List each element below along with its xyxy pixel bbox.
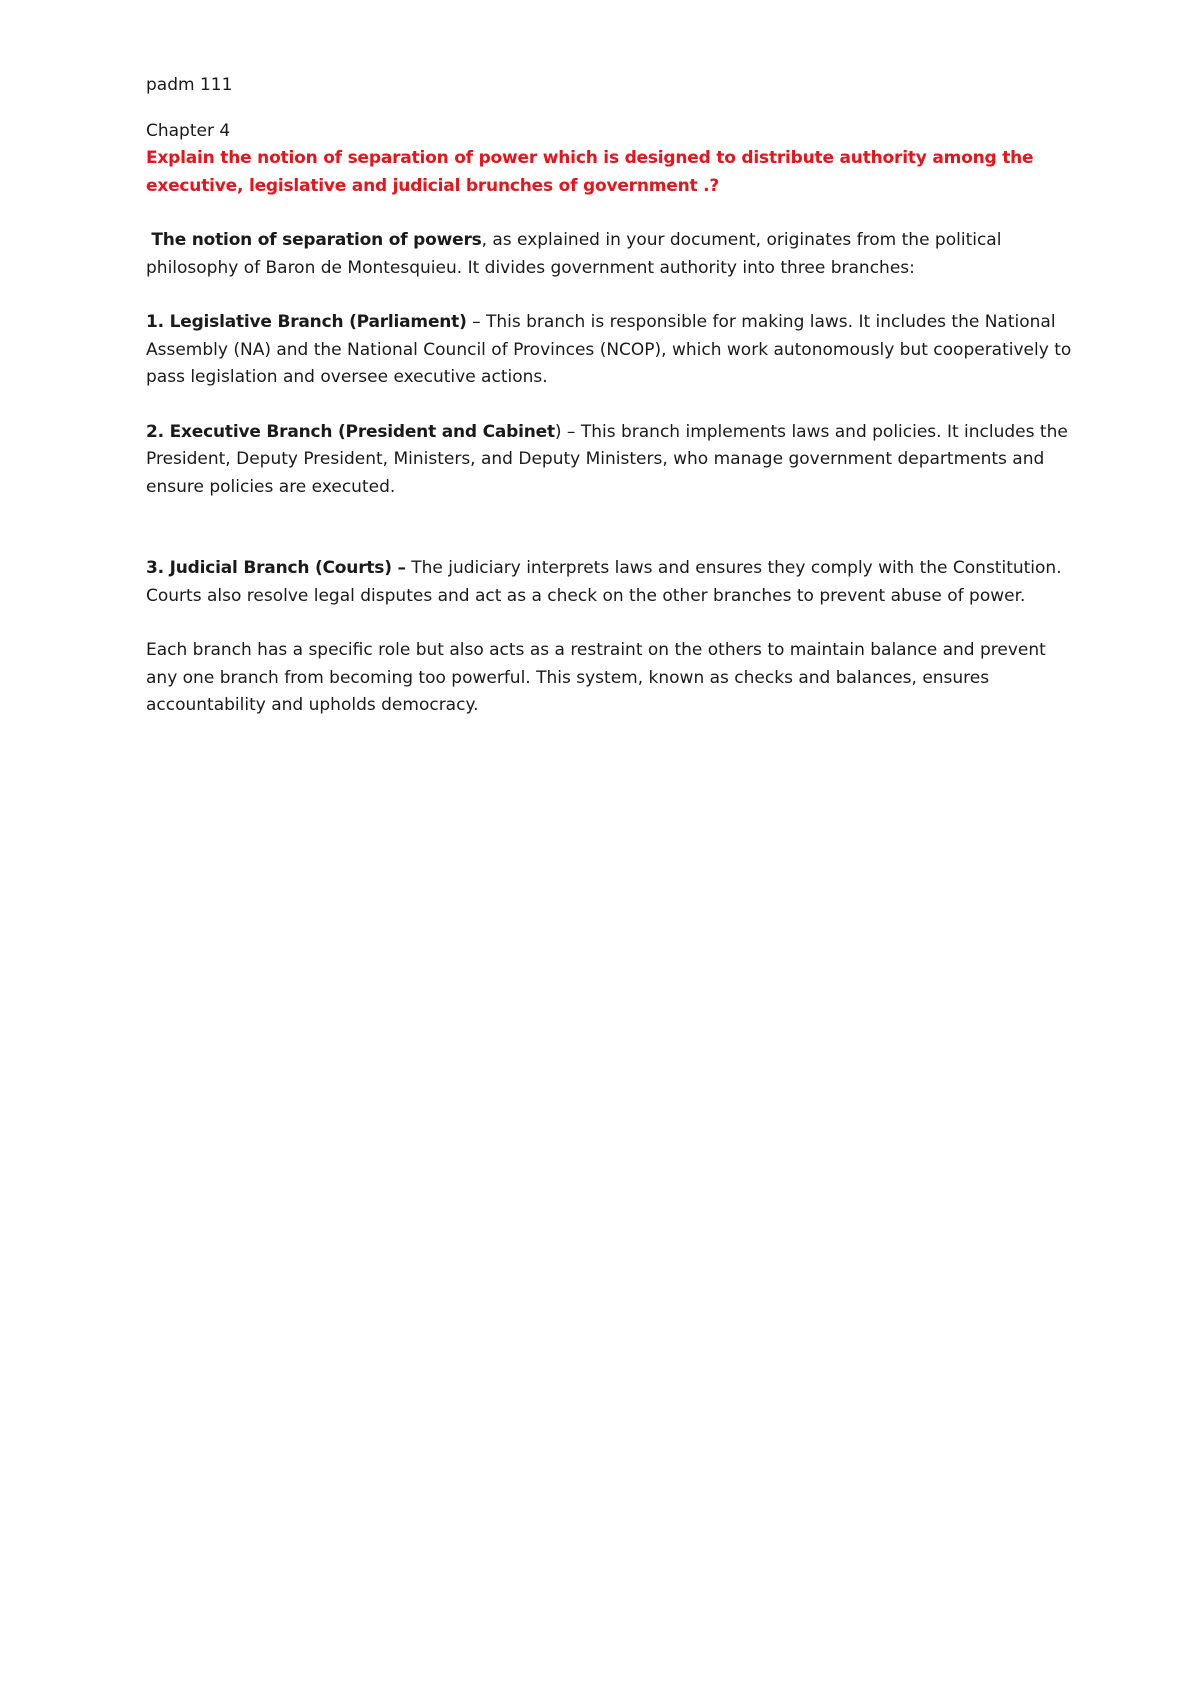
branch-executive	[146, 419, 1076, 502]
course-code: padm 111	[146, 75, 233, 95]
branch-heading: 3. Judicial Branch (Courts) –	[146, 558, 406, 578]
intro-bold-lead: The notion of separation of powers	[151, 230, 482, 250]
branch-judicial	[146, 555, 1076, 610]
branch-text: – This branch is responsible for making laws. It includes the National Assembly (NA) and the National Council of Provinces (NCOP), which work autonomously but cooperatively to pass legislation and oversee executive actions.	[146, 312, 1072, 387]
intro-paragraph	[146, 227, 1076, 282]
branch-text: The judiciary interprets laws and ensures they comply with the Constitution. Courts also resolve legal disputes and act as a check on the other branches to prevent abuse of power.	[146, 558, 1062, 606]
chapter-heading: Chapter 4	[146, 120, 231, 141]
intro-text: , as explained in your document, originates from the political philosophy of Baron de Montesquieu. It divides government authority into three branches:	[146, 230, 1002, 278]
conclusion-paragraph: Each branch has a specific role but also acts as a restraint on the others to maintain balance and prevent any one branch from becoming too powerful. This system, known as checks and balances, ensures accountability and upholds democracy.	[146, 640, 1046, 715]
branch-heading: 1. Legislative Branch (Parliament)	[146, 312, 467, 332]
document-body	[146, 72, 1076, 747]
question-text: Explain the notion of separation of power which is designed to distribute authority among the executive, legislative and judicial brunches of government .?	[146, 148, 1034, 196]
branch-text: ) – This branch implements laws and policies. It includes the President, Deputy President, Ministers, and Deputy Ministers, who manage government departments and ensure policies are executed.	[146, 421, 1068, 497]
branch-legislative	[146, 309, 1076, 392]
branch-heading: 2. Executive Branch (President and Cabinet	[146, 421, 555, 442]
